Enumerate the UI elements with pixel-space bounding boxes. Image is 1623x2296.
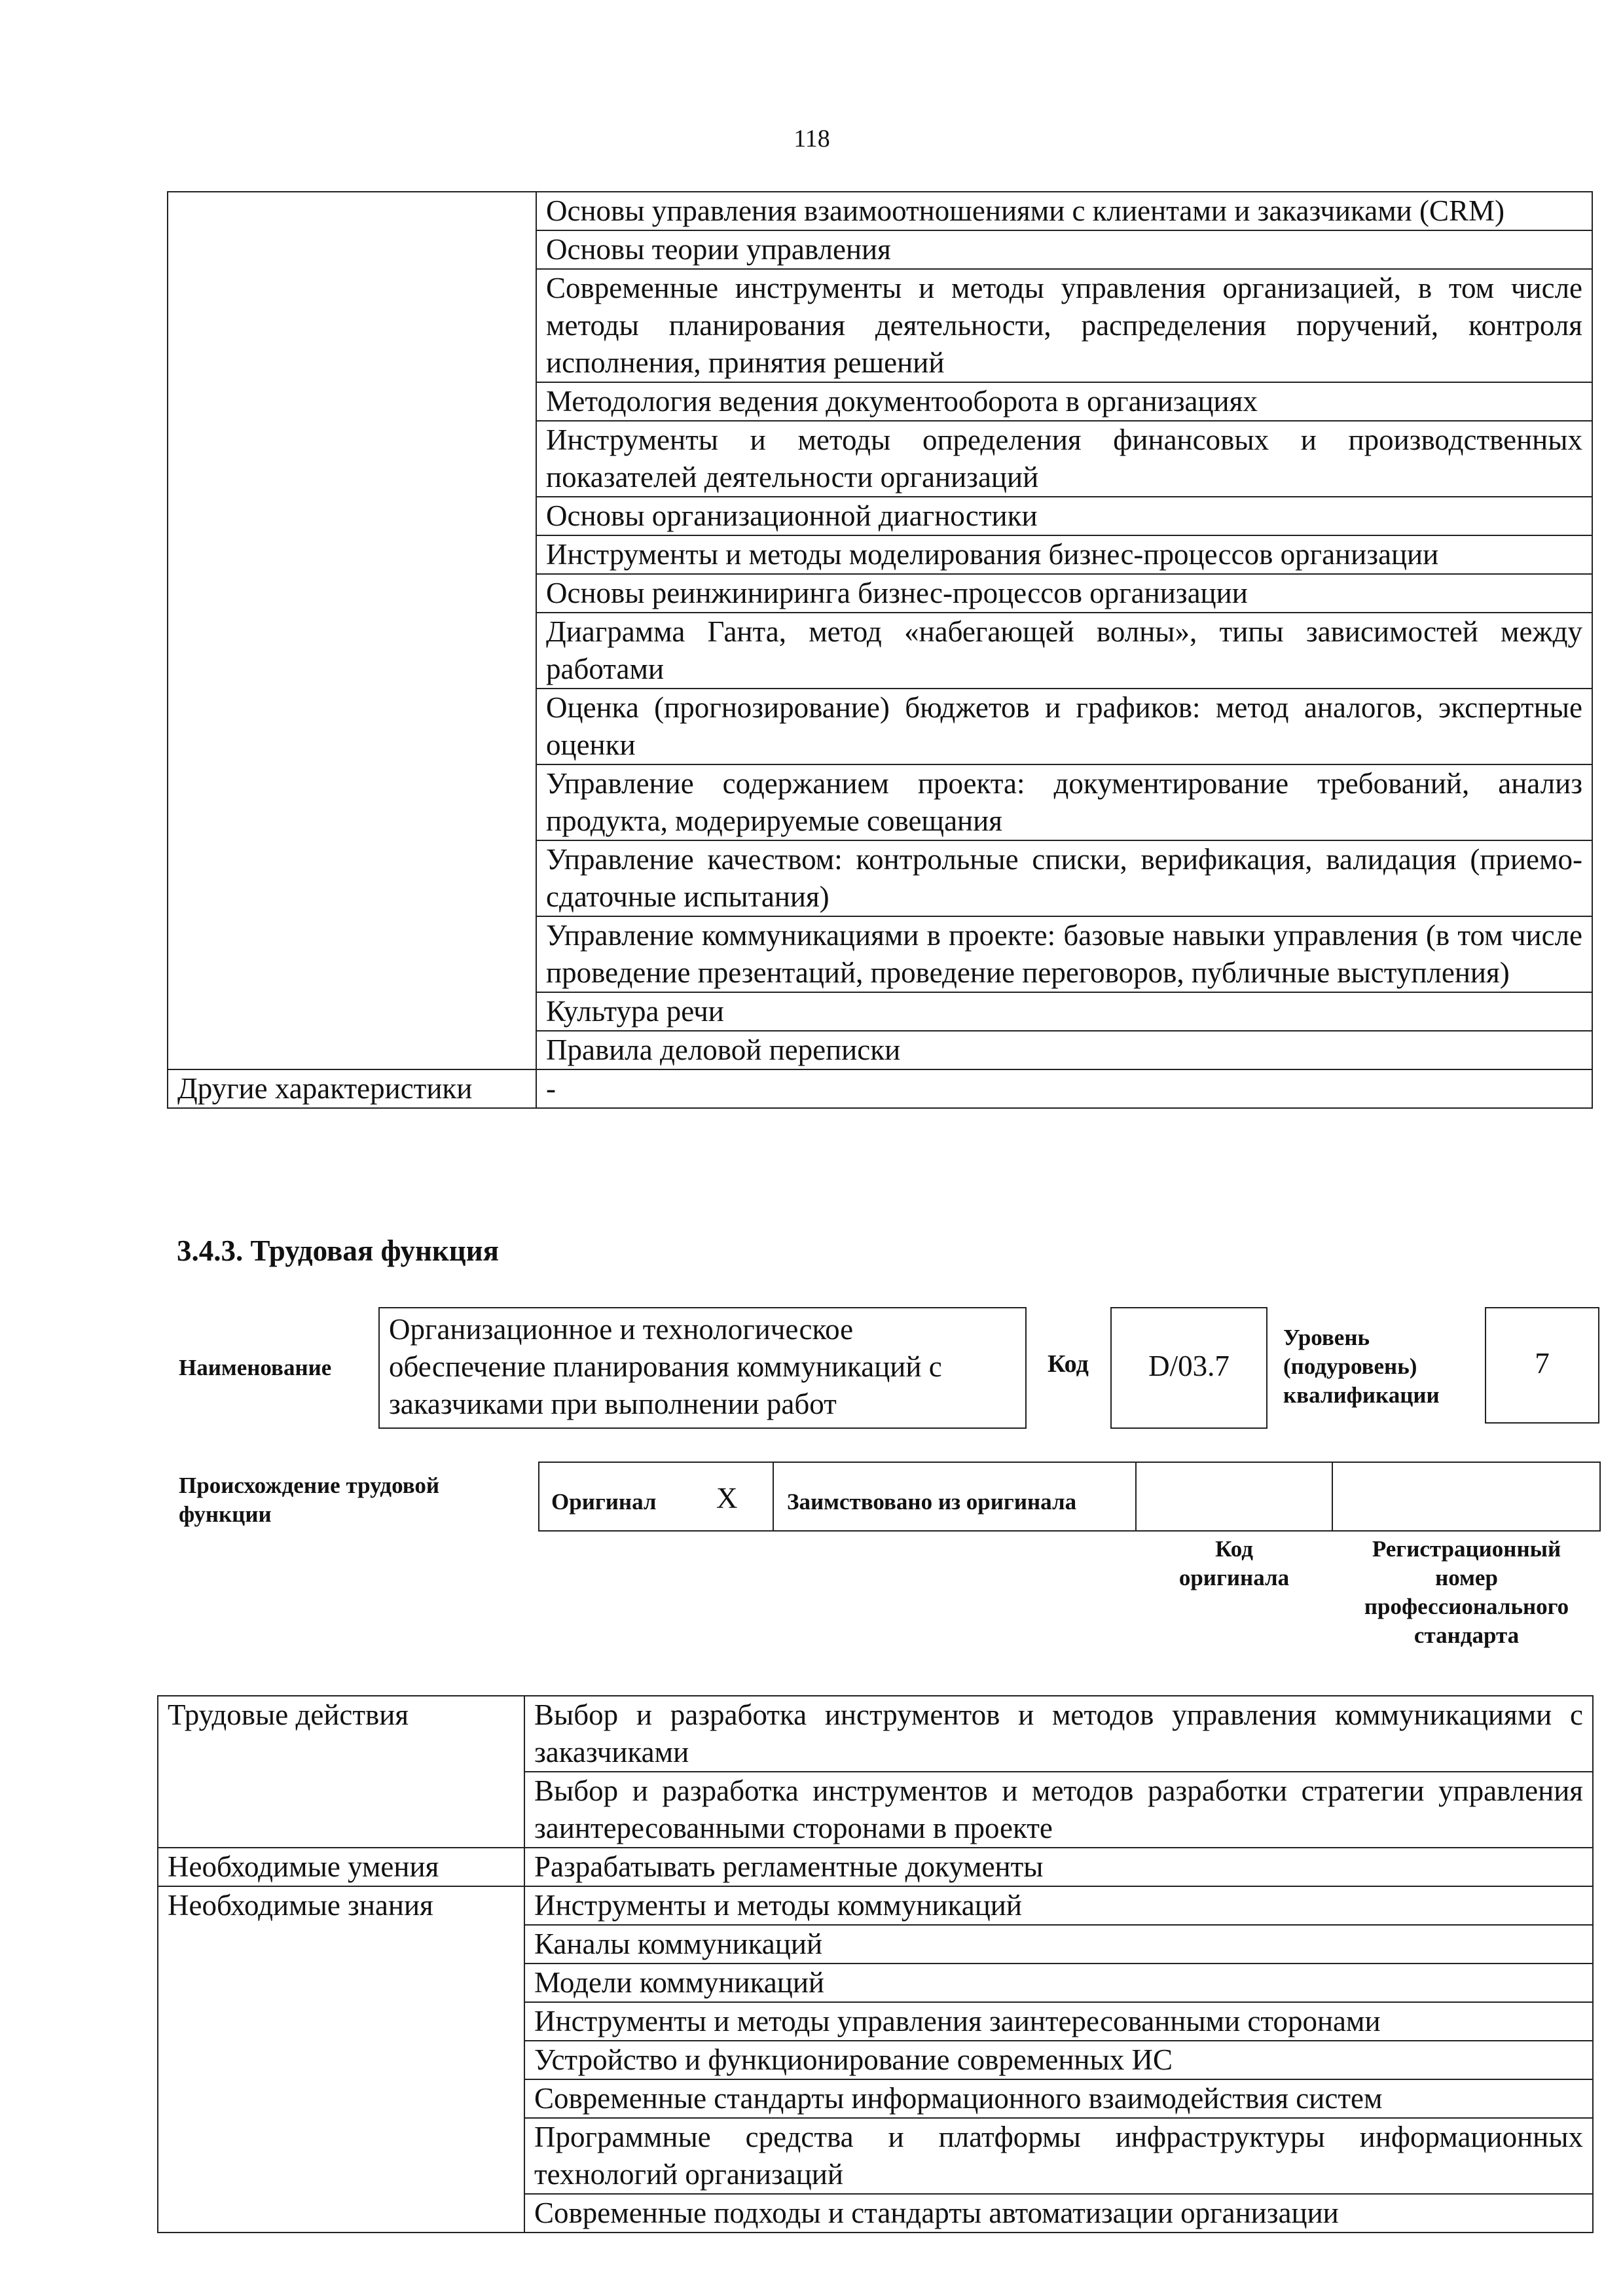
- table-row: [168, 192, 1592, 230]
- level-value: 7: [1535, 1347, 1550, 1380]
- table-cell: Инструменты и методы управления заинтересованными сторонами: [524, 2002, 1593, 2041]
- table-cell: Выбор и разработка инструментов и методов управления коммуникациями с заказчиками: [524, 1696, 1593, 1772]
- table-cell: Инструменты и методы моделирования бизнес-процессов организации: [536, 535, 1592, 574]
- code-caption: Код оригинала: [1178, 1536, 1290, 1590]
- table-cell: Основы организационной диагностики: [536, 497, 1592, 535]
- skills-label: Необходимые умения: [158, 1848, 524, 1886]
- table-cell: Современные подходы и стандарты автоматизации организации: [524, 2194, 1593, 2233]
- table-cell: Оценка (прогнозирование) бюджетов и графиков: метод аналогов, экспертные оценки: [536, 689, 1592, 764]
- table-row: [158, 1886, 1593, 1925]
- level-value-box: [1485, 1307, 1599, 1424]
- borrowed-label: Заимствовано из оригинала: [787, 1489, 1077, 1515]
- table-cell: Правила деловой переписки: [536, 1031, 1592, 1069]
- divider: [1332, 1463, 1333, 1530]
- other-characteristics-label: Другие характеристики: [168, 1069, 536, 1108]
- table-cell: Модели коммуникаций: [524, 1964, 1593, 2002]
- name-label: Наименование: [179, 1355, 332, 1380]
- table-row: [168, 1069, 1592, 1108]
- table-row: [158, 1696, 1593, 1772]
- table-cell: Основы реинжиниринга бизнес-процессов организации: [536, 574, 1592, 613]
- table-cell: Инструменты и методы определения финансовых и производственных показателей деятельности организаций: [536, 421, 1592, 497]
- origin-label: Происхождение трудовой функции: [179, 1473, 440, 1527]
- knowledge-label: Необходимые знания: [158, 1886, 524, 2233]
- original-label: Оригинал: [551, 1489, 657, 1515]
- empty-label-cell: [168, 192, 536, 1069]
- divider: [773, 1463, 774, 1530]
- table-row: [158, 1848, 1593, 1886]
- name-value: Организационное и технологическое обеспечение планирования коммуникаций с заказчиками при выполнении работ: [389, 1313, 942, 1420]
- original-mark: X: [716, 1482, 738, 1515]
- divider: [1135, 1463, 1137, 1530]
- table-cell: Основы управления взаимоотношениями с клиентами и заказчиками (CRM): [536, 192, 1592, 230]
- table-cell: Методология ведения документооборота в организациях: [536, 382, 1592, 421]
- table-cell: Управление содержанием проекта: документирование требований, анализ продукта, модерируемые совещания: [536, 764, 1592, 840]
- table-cell: Программные средства и платформы инфраструктуры информационных технологий организаций: [524, 2118, 1593, 2194]
- table-cell: Диаграмма Ганта, метод «набегающей волны», типы зависимостей между работами: [536, 613, 1592, 689]
- code-value-box: [1110, 1307, 1267, 1429]
- table-cell: Устройство и функционирование современных ИС: [524, 2041, 1593, 2079]
- origin-row: [538, 1462, 1601, 1532]
- code-value: D/03.7: [1148, 1350, 1230, 1382]
- table-cell: Инструменты и методы коммуникаций: [524, 1886, 1593, 1925]
- actions-label: Трудовые действия: [158, 1696, 524, 1848]
- table-cell: Управление качеством: контрольные списки, верификация, валидация (приемо-сдаточные испытания): [536, 840, 1592, 916]
- table-cell: Современные стандарты информационного взаимодействия систем: [524, 2079, 1593, 2118]
- other-characteristics-value: -: [536, 1069, 1592, 1108]
- level-label: Уровень (подуровень) квалификации: [1283, 1325, 1440, 1408]
- table-cell: Управление коммуникациями в проекте: базовые навыки управления (в том числе проведение презентаций, проведение переговоров, публичные выступления): [536, 916, 1592, 992]
- page-number: 118: [793, 125, 830, 152]
- table-cell: Культура речи: [536, 992, 1592, 1031]
- section-heading: 3.4.3. Трудовая функция: [177, 1234, 500, 1267]
- table-cell: Разрабатывать регламентные документы: [524, 1848, 1593, 1886]
- name-value-box: [378, 1307, 1027, 1429]
- code-label: Код: [1048, 1350, 1089, 1378]
- table-cell: Современные инструменты и методы управления организацией, в том числе методы планирования деятельности, распределения поручений, контроля исполнения, принятия решений: [536, 269, 1592, 382]
- table-cell: Каналы коммуникаций: [524, 1925, 1593, 1964]
- reg-caption: Регистрационный номер профессионального стандарта: [1364, 1536, 1569, 1648]
- table-cell: Основы теории управления: [536, 230, 1592, 269]
- table-cell: Выбор и разработка инструментов и методов разработки стратегии управления заинтересованными сторонами в проекте: [524, 1772, 1593, 1848]
- labor-function-table: [157, 1695, 1594, 2233]
- knowledge-table-continued: [167, 191, 1593, 1109]
